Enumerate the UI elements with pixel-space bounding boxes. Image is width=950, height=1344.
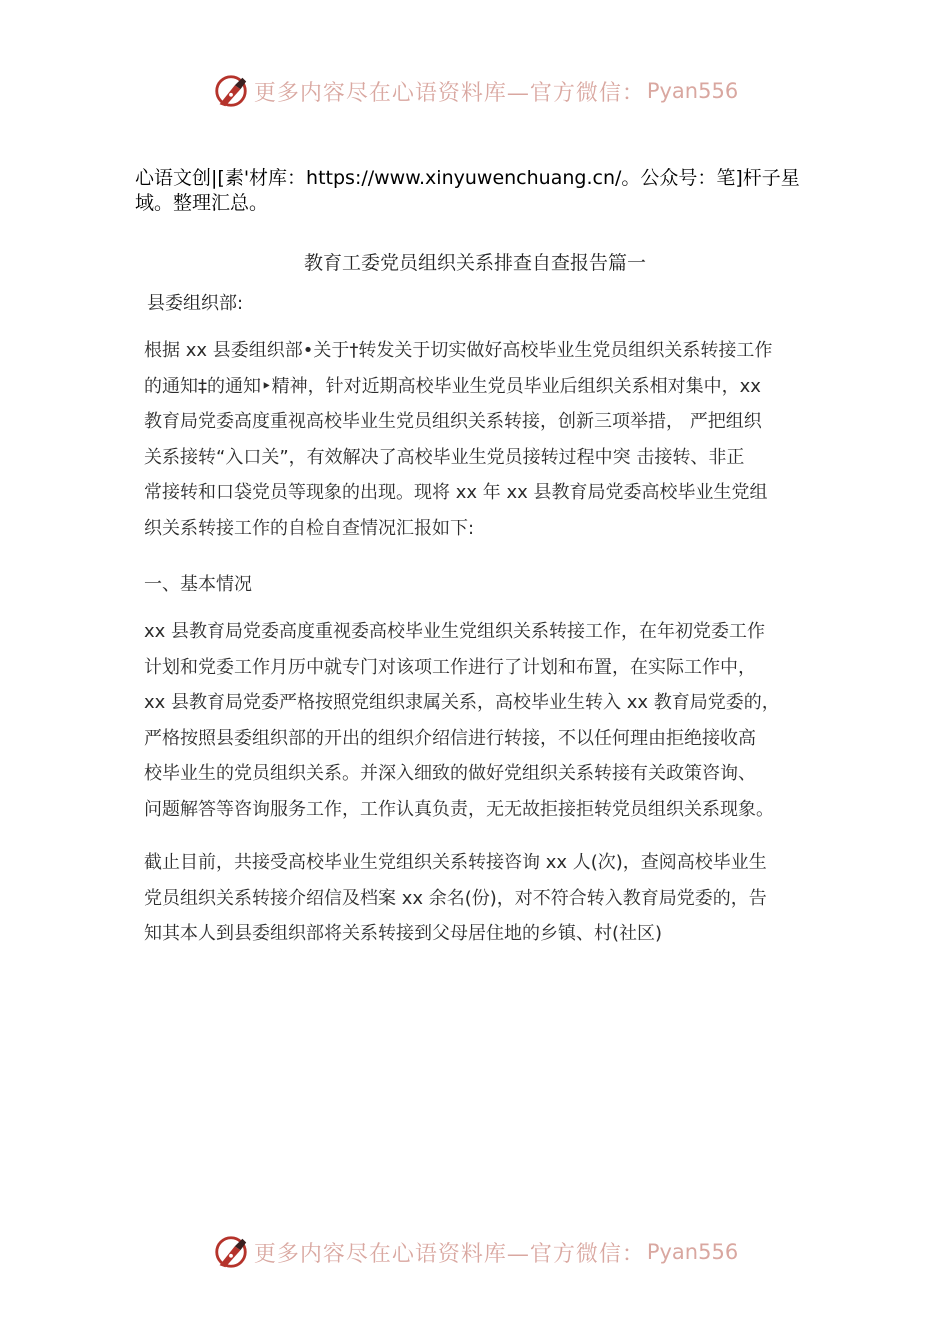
paragraph-intro [144, 333, 812, 546]
text-line: 常接转和口袋党员等现象的出现。现将 xx 年 xx 县教育局党委高校毕业生党组 [144, 482, 768, 503]
text-line: 织关系转接工作的自检自查情况汇报如下: [144, 517, 475, 539]
banner-text: 更多内容尽在心语资料库—官方微信： [253, 80, 645, 106]
text-line: 教育局党委高度重视高校毕业生党员组织关系转接，创新三项举措， 严把组织 [144, 411, 762, 432]
pen-nib-logo-icon [212, 72, 250, 110]
text-line: 截止目前，共接受高校毕业生党组织关系转接咨询 xx 人(次)，查阅高校毕业生 [144, 852, 767, 873]
text-line: 校毕业生的党员组织关系。并深入细致的做好党组织关系转接有关政策咨询、 [144, 763, 756, 784]
pen-nib-logo-icon [212, 1233, 250, 1271]
banner-wechat-id: Pyan556 [646, 79, 739, 103]
paragraph-basic-situation [144, 614, 812, 827]
source-note: 心语文创|[素'材库：https://www.xinyuwenchuang.cn/。公众号：笔]杆子星域。整理汇总。 [135, 167, 800, 214]
text-line: xx 县教育局党委高度重视委高校毕业生党组织关系转接工作，在年初党委工作 [144, 621, 766, 642]
text-line: 知其本人到县委组织部将关系转接到父母居住地的乡镇、村(社区) [144, 923, 663, 944]
banner-text: 更多内容尽在心语资料库—官方微信： [253, 1241, 645, 1267]
text-line: 关系接转“入口关”，有效解决了高校毕业生党员接转过程中突 击接转、非正 [144, 446, 745, 468]
text-line: 的通知‡的通知‣精神，针对近期高校毕业生党员毕业后组织关系相对集中，xx [144, 375, 761, 397]
salutation: 县委组织部: [147, 293, 244, 314]
banner-wechat-id: Pyan556 [646, 1240, 739, 1264]
text-line: 计划和党委工作月历中就专门对该项工作进行了计划和布置，在实际工作中， [144, 656, 756, 678]
text-line: 问题解答等咨询服务工作，工作认真负责，无无故拒接拒转党员组织关系现象。 [144, 798, 774, 820]
header-banner [0, 72, 950, 110]
text-line: 严格按照县委组织部的开出的组织介绍信进行转接，不以任何理由拒绝接收高 [144, 727, 756, 749]
text-line: 党员组织关系转接介绍信及档案 xx 余名(份)，对不符合转入教育局党委的，告 [144, 887, 767, 909]
footer-banner [0, 1233, 950, 1271]
paragraph-statistics [144, 845, 812, 952]
section-heading: 一、基本情况 [144, 574, 252, 595]
text-line: xx 县教育局党委严格按照党组织隶属关系，高校毕业生转入 xx 教育局党委的， [144, 692, 780, 713]
document-title: 教育工委党员组织关系排查自查报告篇一 [303, 252, 646, 274]
text-line: 根据 xx 县委组织部•关于†转发关于切实做好高校毕业生党员组织关系转接工作 [144, 340, 773, 361]
